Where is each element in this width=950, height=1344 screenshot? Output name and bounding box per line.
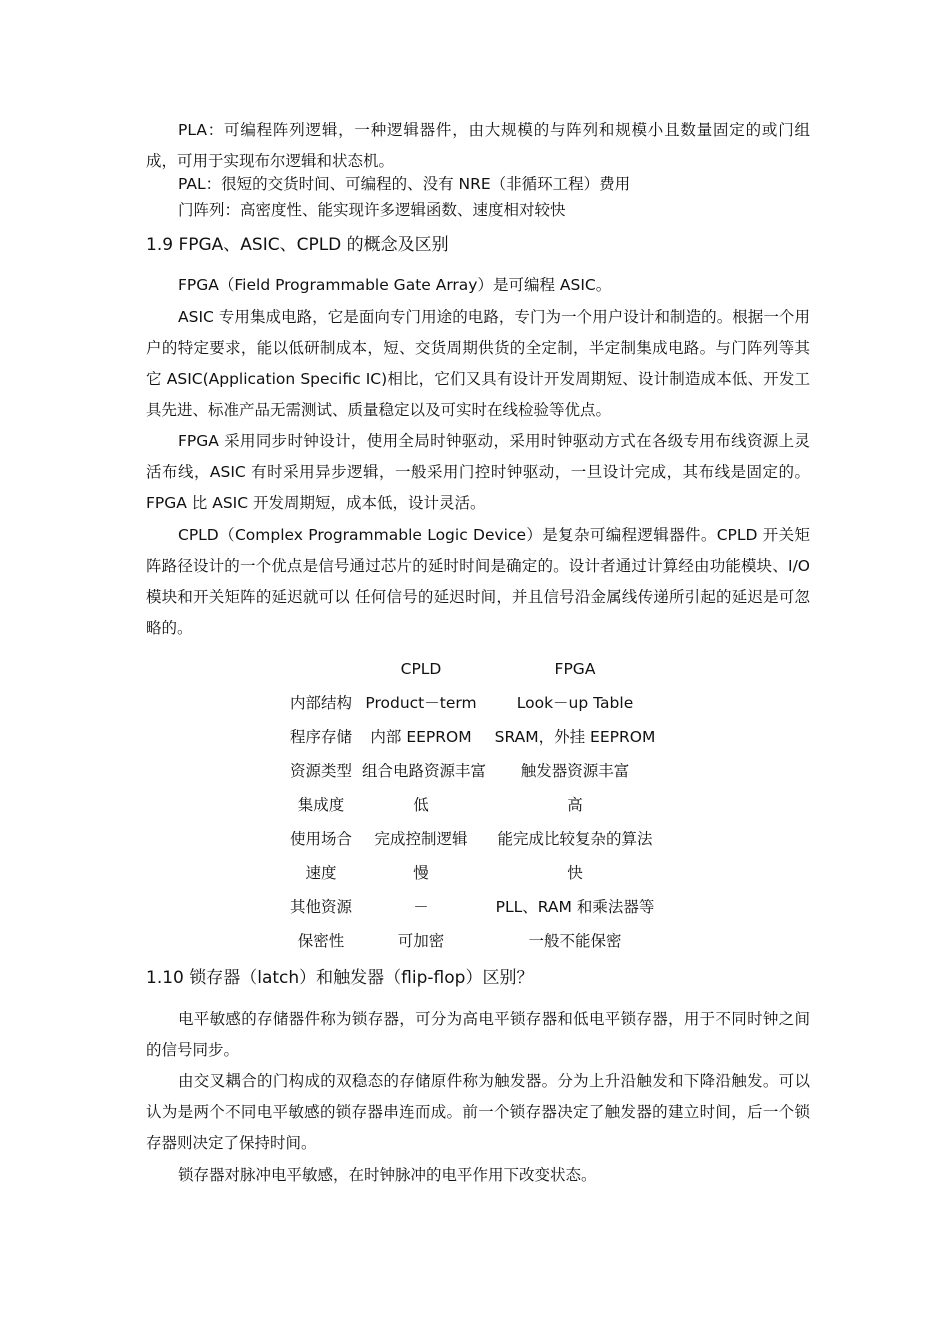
section-heading-1-10: 1.10 锁存器（latch）和触发器（flip-flop）区别？ [146, 968, 534, 988]
fpga-cell: 触发器资源丰富 [520, 762, 630, 780]
row-label: 内部结构 [289, 694, 352, 712]
comparison-row [280, 890, 680, 924]
header-cell-cpld: CPLD [400, 660, 442, 678]
fpga-cell: 快 [567, 864, 583, 882]
cpld-cell: 完成控制逻辑 [374, 830, 468, 848]
row-label: 集成度 [297, 796, 345, 814]
comparison-row [280, 686, 680, 720]
cpld-cell: － [413, 898, 429, 916]
fpga-definition: FPGA（Field Programmable Gate Array）是可编程 ASIC。 [178, 276, 612, 294]
fpga-cell: Look－up Table [516, 694, 634, 712]
cpld-cell: 慢 [413, 864, 429, 882]
cpld-cell: Product－term [365, 694, 477, 712]
cpld-paragraph: CPLD（Complex Programmable Logic Device）是复杂可编程逻辑器件。CPLD 开关矩阵路径设计的一个优点是信号通过芯片的延时时间是确定的。设计者通过计算经由功能模块、I/O 模块和开关矩阵的延迟就可以 任何信号的延迟时间，并且信号沿金属线传递所引起的延迟是可忽略的。 [146, 526, 810, 637]
cpld-cell: 内部 EEPROM [370, 728, 472, 746]
comparison-row [280, 754, 680, 788]
fpga-cell: 高 [567, 796, 583, 814]
asic-paragraph: ASIC 专用集成电路，它是面向专门用途的电路，专门为一个用户设计和制造的。根据一个用户的特定要求，能以低研制成本，短、交货周期供货的全定制，半定制集成电路。与门阵列等其它 ASIC(Application Specific IC)相比，它们又具有设计开发周期短、设计制造成本低、开发工具先进、标准产品无需测试、质量稳定以及可实时在线检验等优点。 [146, 308, 810, 419]
comparison-row [280, 924, 680, 958]
row-label: 其他资源 [289, 898, 352, 916]
cpld-cell: 低 [413, 796, 429, 814]
comparison-row [280, 788, 680, 822]
cpld-cell: 可加密 [397, 932, 445, 950]
pal-line: PAL：很短的交货时间、可编程的、没有 NRE（非循环工程）费用 [178, 175, 631, 193]
gate-array-line: 门阵列：高密度性、能实现许多逻辑函数、速度相对较快 [178, 201, 566, 219]
row-label: 速度 [305, 864, 337, 882]
row-label: 保密性 [297, 932, 345, 950]
flip-flop-paragraph: 由交叉耦合的门构成的双稳态的存储原件称为触发器。分为上升沿触发和下降沿触发。可以认为是两个不同电平敏感的锁存器串连而成。前一个锁存器决定了触发器的建立时间，后一个锁存器则决定了保持时间。 [146, 1072, 810, 1152]
comparison-row [280, 856, 680, 890]
comparison-header-row [280, 652, 680, 686]
latch-sensitivity-line: 锁存器对脉冲电平敏感，在时钟脉冲的电平作用下改变状态。 [178, 1166, 597, 1184]
row-label: 资源类型 [289, 762, 352, 780]
cpld-cell: 组合电路资源丰富 [362, 762, 487, 780]
header-cell-fpga: FPGA [554, 660, 596, 678]
pla-paragraph: PLA：可编程阵列逻辑，一种逻辑器件，由大规模的与阵列和规模小且数量固定的或门组成，可用于实现布尔逻辑和状态机。 [146, 121, 810, 170]
section-heading-1-9: 1.9 FPGA、ASIC、CPLD 的概念及区别 [146, 235, 449, 255]
fpga-cell: SRAM，外挂 EEPROM [494, 728, 656, 746]
row-label: 程序存储 [289, 728, 352, 746]
latch-paragraph: 电平敏感的存储器件称为锁存器，可分为高电平锁存器和低电平锁存器，用于不同时钟之间的信号同步。 [146, 1010, 810, 1059]
fpga-cell: 一般不能保密 [528, 932, 622, 950]
fpga-paragraph: FPGA 采用同步时钟设计，使用全局时钟驱动，采用时钟驱动方式在各级专用布线资源上灵活布线，ASIC 有时采用异步逻辑，一般采用门控时钟驱动，一旦设计完成，其布线是固定的。FPGA 比 ASIC 开发周期短，成本低，设计灵活。 [146, 432, 810, 512]
fpga-cell: 能完成比较复杂的算法 [497, 830, 653, 848]
comparison-row [280, 720, 680, 754]
fpga-cell: PLL、RAM 和乘法器等 [495, 898, 655, 916]
row-label: 使用场合 [289, 830, 352, 848]
comparison-row [280, 822, 680, 856]
